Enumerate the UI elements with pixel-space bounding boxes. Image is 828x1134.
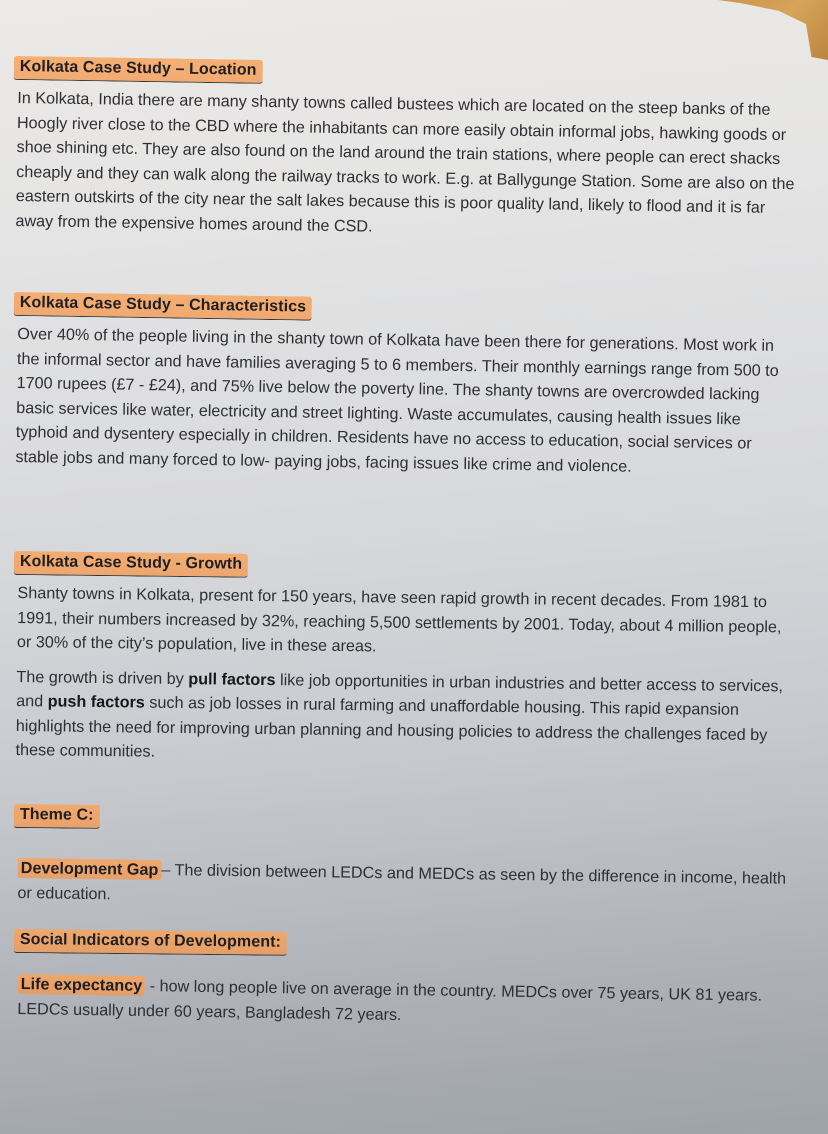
life-expectancy-definition: - how long people live on average in the country. MEDCs over 75 years, UK 81 years. LEDCs usually under 60 years, Bangladesh 72 years. [17, 977, 763, 1024]
growth-factors-text-2: like job opportunities in urban industries and better access to services, and [16, 670, 784, 711]
pull-factors-term: pull factors [188, 669, 276, 689]
characteristics-paragraph: Over 40% of the people living in the shanty town of Kolkata have been there for generations. Most work in the informal sector and have families averaging 5 to 6 members. Their monthly earnings range from 500 to 1700 rupees (£7 - £24), and 75% live below the poverty line. The shanty towns are overcrowded lacking basic services like water, electricity and street lighting. Waste accumulates, causing health issues like typhoid and dysentery especially in children. Residents have no access to education, social services or stable jobs and many forced to low- paying jobs, facing issues like crime and violence. [15, 324, 779, 476]
life-expectancy-term: Life expectancy [18, 974, 146, 996]
life-expectancy-paragraph [17, 972, 798, 1033]
section-development-gap [17, 850, 798, 916]
push-factors-term: push factors [47, 692, 145, 712]
heading-growth: Kolkata Case Study - Growth [14, 551, 249, 578]
location-paragraph: In Kolkata, India there are many shanty towns called bustees which are located on the steep banks of the Hoogly river close to the CBD where the inhabitants can more easily obtain informal jobs, hawking goods or shoe shining etc. They are also found on the land around the train stations, where people can erect shacks cheaply and they can walk along the railway tracks to work. E.g. at Ballygunge Station. Some are also on the eastern outskirts of the city near the salt lakes because this is poor quality land, likely to flood and it is far away from the expensive homes around the CSD. [15, 88, 795, 236]
heading-location: Kolkata Case Study – Location [14, 56, 263, 84]
section-growth [15, 551, 798, 772]
development-gap-paragraph [17, 856, 798, 916]
development-gap-term: Development Gap [18, 858, 162, 880]
development-gap-definition: – The division between LEDCs and MEDCs as seen by the difference in income, health or education. [17, 861, 787, 903]
heading-social-indicators: Social Indicators of Development: [14, 929, 287, 956]
growth-paragraph: Shanty towns in Kolkata, present for 150 years, have seen rapid growth in recent decades. From 1981 to 1991, their numbers increased by 32%, reaching 5,500 settlements by 2001. Today, about 4 million people, or 30% of the city’s population, live in these areas. [16, 583, 782, 656]
heading-characteristics: Kolkata Case Study – Characteristics [14, 292, 313, 321]
growth-factors-text-3: such as job losses in rural farming and unaffordable housing. This rapid expansion highlights the need for improving urban planning and housing policies to address the challenges faced by these communities. [15, 693, 768, 761]
section-characteristics [15, 292, 798, 481]
section-social-indicators [18, 929, 798, 961]
section-theme [18, 804, 798, 836]
heading-theme-c: Theme C: [14, 804, 100, 829]
section-location [15, 56, 798, 245]
growth-factors-text-1: The growth is driven by [16, 667, 189, 688]
section-life-expectancy [17, 966, 798, 1033]
growth-factors-paragraph [15, 664, 796, 772]
